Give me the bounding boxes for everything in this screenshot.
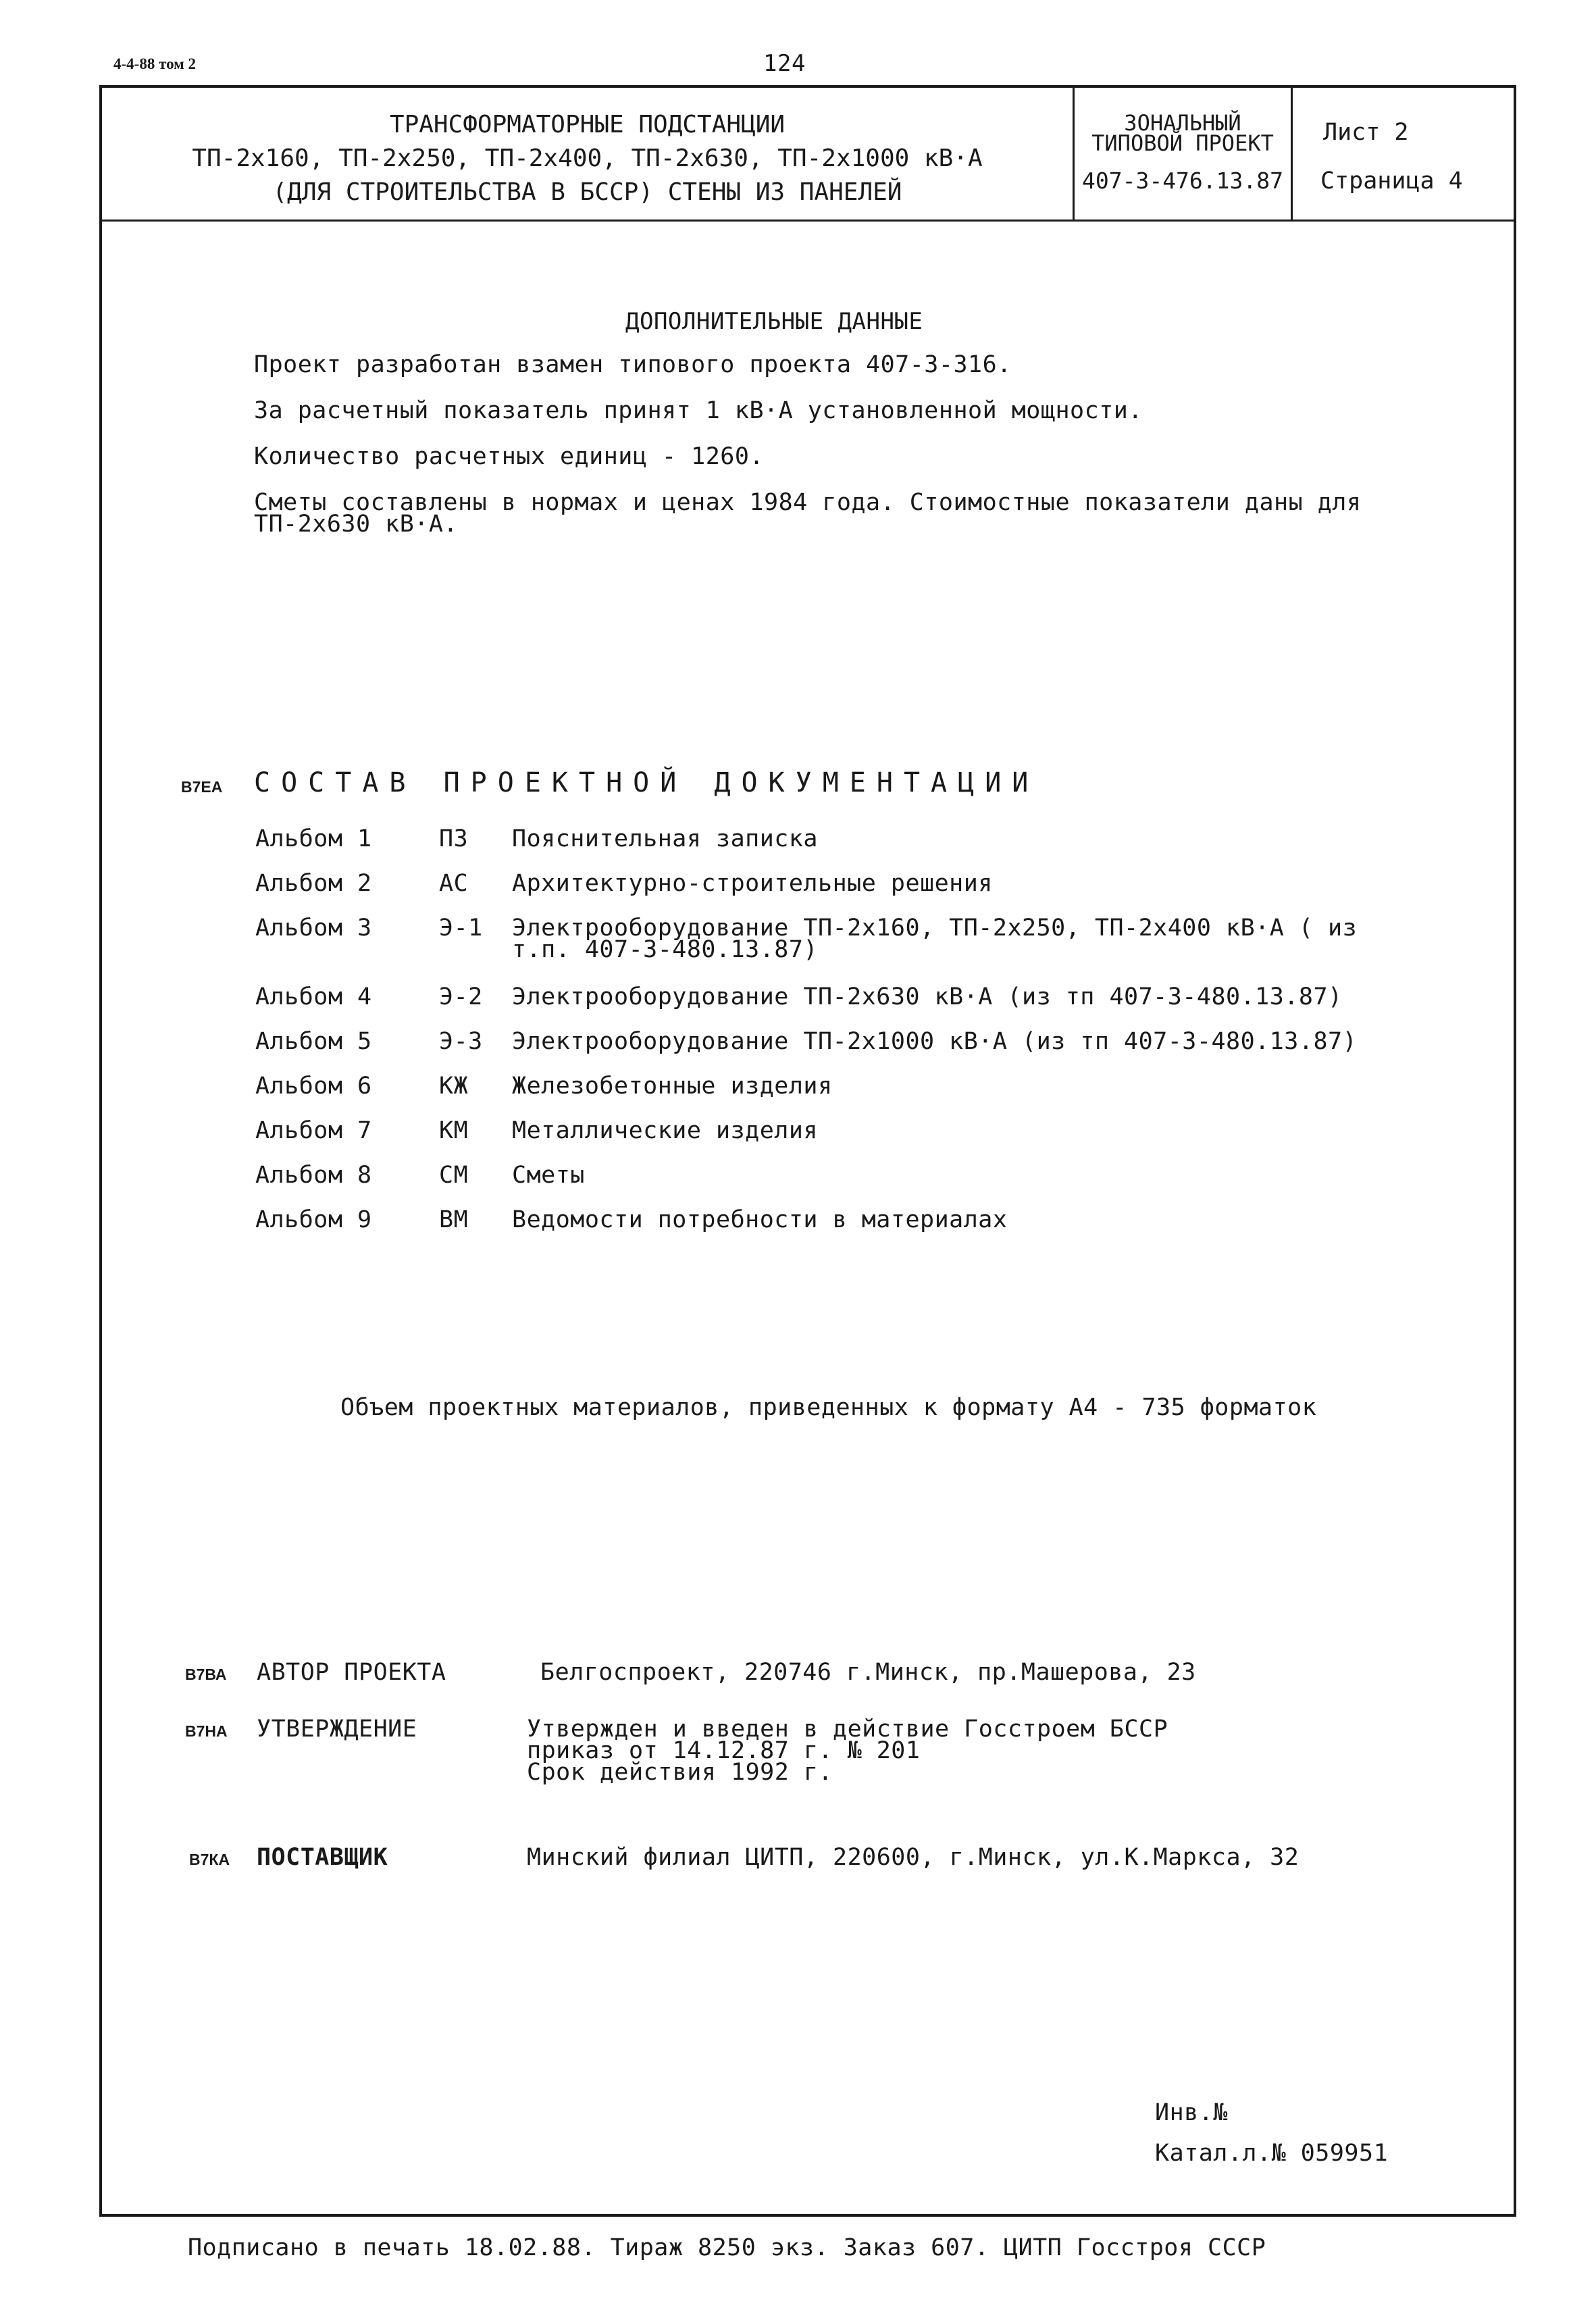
approval-line-2: приказ от 14.12.87 г. № 201 bbox=[527, 1737, 921, 1764]
album-title: Металлические изделия bbox=[512, 1117, 819, 1144]
page-label: Страница 4 bbox=[1320, 168, 1463, 195]
album-title: Ведомости потребности в материалах bbox=[512, 1206, 1008, 1233]
album-code: КМ bbox=[439, 1117, 469, 1144]
divider bbox=[1073, 88, 1075, 222]
additional-heading: ДОПОЛНИТЕЛЬНЫЕ ДАННЫЕ bbox=[625, 308, 923, 335]
album-title: Электрооборудование ТП-2х1000 кВ·А (из тп 407-3-480.13.87) bbox=[512, 1028, 1358, 1055]
approval-line-1: Утвержден и введен в действие Госстроем БССР bbox=[527, 1716, 1168, 1743]
approval-line-3: Срок действия 1992 г. bbox=[527, 1759, 833, 1786]
additional-line-4-cont: ТП-2х630 кВ·А. bbox=[254, 511, 459, 538]
volume-reference: 4-4-88 том 2 bbox=[113, 55, 197, 72]
album-number: Альбом 2 bbox=[255, 870, 372, 897]
album-title: Архитектурно-строительные решения bbox=[512, 870, 993, 897]
album-code: Э-2 bbox=[439, 983, 483, 1010]
title-block bbox=[102, 88, 1514, 222]
project-type-line-1: ЗОНАЛЬНЫЙ bbox=[1124, 110, 1241, 136]
divider bbox=[1291, 88, 1293, 222]
page-number: 124 bbox=[763, 50, 806, 77]
approval-code: В7НА bbox=[185, 1722, 228, 1740]
author-label: АВТОР ПРОЕКТА bbox=[257, 1659, 446, 1686]
additional-line-1: Проект разработан взамен типового проекта 407-3-316. bbox=[254, 351, 1012, 378]
title-line-3: (ДЛЯ СТРОИТЕЛЬСТВА В БССР) СТЕНЫ ИЗ ПАНЕЛЕЙ bbox=[272, 178, 902, 206]
album-number: Альбом 5 bbox=[255, 1028, 372, 1055]
album-number: Альбом 4 bbox=[255, 983, 372, 1010]
volume-line: Объем проектных материалов, приведенных к формату А4 - 735 форматок bbox=[340, 1394, 1317, 1421]
album-code: АС bbox=[439, 870, 469, 897]
supplier-label: ПОСТАВЩИК bbox=[257, 1844, 388, 1871]
approval-label: УТВЕРЖДЕНИЕ bbox=[257, 1716, 417, 1743]
album-code: Э-1 bbox=[439, 915, 483, 942]
composition-heading: СОСТАВ ПРОЕКТНОЙ ДОКУМЕНТАЦИИ bbox=[254, 767, 1039, 798]
sheet-number: Лист 2 bbox=[1323, 119, 1409, 146]
album-title: Электрооборудование ТП-2х630 кВ·А (из тп 407-3-480.13.87) bbox=[512, 983, 1343, 1010]
supplier-code: В7КА bbox=[189, 1851, 230, 1868]
title-line-1: ТРАНСФОРМАТОРНЫЕ ПОДСТАНЦИИ bbox=[389, 111, 786, 138]
project-type-line-2: ТИПОВОЙ ПРОЕКТ bbox=[1091, 130, 1274, 156]
catalog-number: Катал.л.№ 059951 bbox=[1155, 2140, 1389, 2167]
album-number: Альбом 8 bbox=[255, 1162, 372, 1189]
title-line-2: ТП-2х160, ТП-2х250, ТП-2х400, ТП-2х630, ТП-2х1000 кВ·А bbox=[192, 145, 983, 172]
album-title: Сметы bbox=[512, 1162, 585, 1189]
print-imprint: Подписано в печать 18.02.88. Тираж 8250 экз. Заказ 607. ЦИТП Госстроя СССР bbox=[188, 2234, 1266, 2261]
album-code: ВМ bbox=[439, 1206, 469, 1233]
supplier-value: Минский филиал ЦИТП, 220600, г.Минск, ул.К.Маркса, 32 bbox=[527, 1844, 1299, 1871]
album-code: КЖ bbox=[439, 1073, 469, 1100]
author-code: В7ВА bbox=[185, 1666, 227, 1683]
album-title-cont: т.п. 407-3-480.13.87) bbox=[512, 936, 819, 963]
album-code: ПЗ bbox=[439, 825, 469, 852]
album-number: Альбом 1 bbox=[255, 825, 372, 852]
section-code: В7ЕА bbox=[181, 778, 223, 796]
additional-line-3: Количество расчетных единиц - 1260. bbox=[254, 443, 765, 470]
album-title: Железобетонные изделия bbox=[512, 1073, 833, 1100]
inventory-number: Инв.№ bbox=[1155, 2099, 1228, 2126]
album-number: Альбом 6 bbox=[255, 1073, 372, 1100]
album-title: Электрооборудование ТП-2х160, ТП-2х250, ТП-2х400 кВ·А ( из bbox=[512, 915, 1358, 942]
album-title: Пояснительная записка bbox=[512, 825, 819, 852]
additional-line-2: За расчетный показатель принят 1 кВ·А установленной мощности. bbox=[254, 397, 1143, 424]
additional-line-4: Сметы составлены в нормах и ценах 1984 года. Стоимостные показатели даны для bbox=[254, 489, 1362, 516]
album-code: СМ bbox=[439, 1162, 469, 1189]
album-code: Э-3 bbox=[439, 1028, 483, 1055]
album-number: Альбом 3 bbox=[255, 915, 372, 942]
project-code: 407-3-476.13.87 bbox=[1081, 168, 1283, 194]
author-value: Белгоспроект, 220746 г.Минск, пр.Машерова, 23 bbox=[540, 1659, 1196, 1686]
album-number: Альбом 7 bbox=[255, 1117, 372, 1144]
album-number: Альбом 9 bbox=[255, 1206, 372, 1233]
